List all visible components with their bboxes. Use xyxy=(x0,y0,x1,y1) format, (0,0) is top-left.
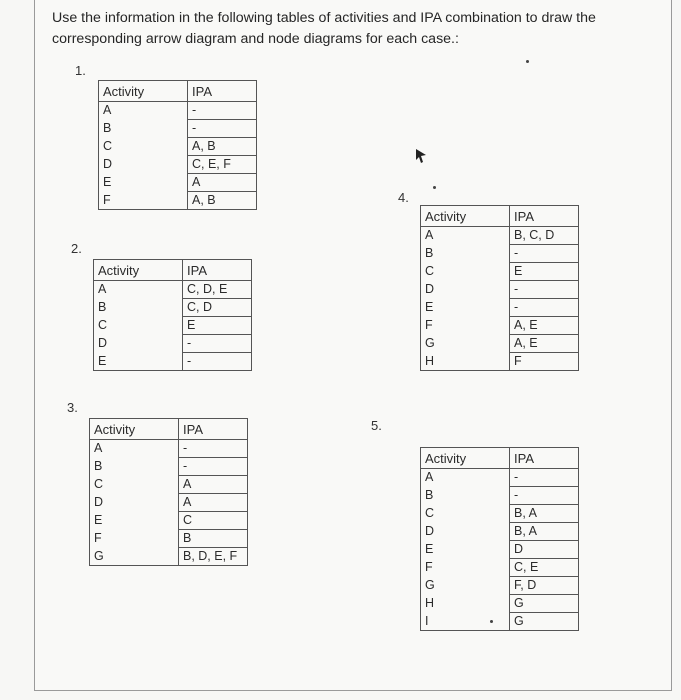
activity-cell: A xyxy=(99,102,188,120)
table-row xyxy=(421,245,579,263)
ipa-cell: - xyxy=(510,299,579,317)
table-row xyxy=(99,102,257,120)
stray-mark xyxy=(433,186,436,189)
case-1-table xyxy=(98,80,257,210)
activity-header: Activity xyxy=(90,419,179,440)
table-row xyxy=(421,353,579,371)
activity-header: Activity xyxy=(99,81,188,102)
table-row xyxy=(94,335,252,353)
activity-cell: D xyxy=(421,281,510,299)
activity-cell: G xyxy=(421,577,510,595)
ipa-header: IPA xyxy=(188,81,257,102)
stray-mark xyxy=(526,60,529,63)
activity-cell: A xyxy=(421,227,510,245)
table-row xyxy=(99,174,257,192)
activity-cell: D xyxy=(90,494,179,512)
ipa-cell: B, A xyxy=(510,505,579,523)
ipa-cell: - xyxy=(183,353,252,371)
activity-cell: C xyxy=(94,317,183,335)
case-5-table xyxy=(420,447,579,631)
activity-cell: F xyxy=(90,530,179,548)
table-row xyxy=(421,281,579,299)
activity-cell: D xyxy=(421,523,510,541)
table-row xyxy=(421,227,579,245)
table-row xyxy=(421,263,579,281)
activity-cell: E xyxy=(99,174,188,192)
ipa-cell: D xyxy=(510,541,579,559)
ipa-cell: C, E xyxy=(510,559,579,577)
table-row xyxy=(421,299,579,317)
ipa-cell: - xyxy=(179,440,248,458)
ipa-cell: G xyxy=(510,613,579,631)
activity-cell: E xyxy=(421,299,510,317)
ipa-cell: - xyxy=(510,469,579,487)
table-row xyxy=(421,577,579,595)
activity-cell: G xyxy=(421,335,510,353)
activity-header: Activity xyxy=(94,260,183,281)
table-row xyxy=(99,138,257,156)
ipa-cell: - xyxy=(510,245,579,263)
table-row xyxy=(94,299,252,317)
case-2-number: 2. xyxy=(71,241,82,256)
activity-cell: E xyxy=(421,541,510,559)
table-row xyxy=(90,512,248,530)
ipa-header: IPA xyxy=(510,448,579,469)
instructions-text: Use the information in the following tables of activities and IPA combination to draw the corresponding arrow diagram and node diagrams for each case.: xyxy=(52,10,596,47)
ipa-cell: B, D, E, F xyxy=(179,548,248,566)
table-row xyxy=(94,353,252,371)
activity-cell: F xyxy=(421,559,510,577)
activity-header: Activity xyxy=(421,206,510,227)
case-4-number: 4. xyxy=(398,190,409,205)
activity-cell: D xyxy=(94,335,183,353)
ipa-header: IPA xyxy=(179,419,248,440)
activity-cell: I xyxy=(421,613,510,631)
ipa-cell: - xyxy=(510,281,579,299)
table-row xyxy=(90,494,248,512)
case-2-table xyxy=(93,259,252,371)
ipa-cell: - xyxy=(188,120,257,138)
ipa-cell: B, A xyxy=(510,523,579,541)
activity-cell: C xyxy=(99,138,188,156)
table-row xyxy=(90,476,248,494)
table-row xyxy=(421,317,579,335)
table-row xyxy=(90,440,248,458)
stray-mark xyxy=(490,620,493,623)
ipa-cell: A, E xyxy=(510,335,579,353)
table-row xyxy=(421,505,579,523)
ipa-cell: - xyxy=(188,102,257,120)
table-header-row xyxy=(99,81,257,102)
table-row xyxy=(90,458,248,476)
ipa-cell: F xyxy=(510,353,579,371)
activity-cell: B xyxy=(421,245,510,263)
ipa-cell: E xyxy=(510,263,579,281)
activity-cell: B xyxy=(99,120,188,138)
activity-cell: H xyxy=(421,595,510,613)
ipa-cell: C, E, F xyxy=(188,156,257,174)
ipa-cell: A xyxy=(179,494,248,512)
table-header-row xyxy=(94,260,252,281)
ipa-header: IPA xyxy=(510,206,579,227)
ipa-cell: B xyxy=(179,530,248,548)
activity-cell: A xyxy=(94,281,183,299)
table-row xyxy=(421,541,579,559)
table-row xyxy=(421,559,579,577)
table-row xyxy=(99,156,257,174)
ipa-cell: C xyxy=(179,512,248,530)
activity-cell: C xyxy=(421,263,510,281)
table-header-row xyxy=(421,448,579,469)
case-3-number: 3. xyxy=(67,400,78,415)
table-row xyxy=(99,120,257,138)
activity-cell: E xyxy=(94,353,183,371)
ipa-cell: A, E xyxy=(510,317,579,335)
ipa-cell: F, D xyxy=(510,577,579,595)
table-row xyxy=(90,530,248,548)
activity-cell: F xyxy=(99,192,188,210)
ipa-cell: - xyxy=(183,335,252,353)
activity-cell: F xyxy=(421,317,510,335)
table-row xyxy=(421,613,579,631)
activity-header: Activity xyxy=(421,448,510,469)
ipa-header: IPA xyxy=(183,260,252,281)
case-1-number: 1. xyxy=(75,63,86,78)
ipa-cell: G xyxy=(510,595,579,613)
table-row xyxy=(421,335,579,353)
activity-cell: A xyxy=(421,469,510,487)
activity-cell: B xyxy=(90,458,179,476)
case-4-table xyxy=(420,205,579,371)
table-header-row xyxy=(421,206,579,227)
ipa-cell: C, D, E xyxy=(183,281,252,299)
activity-cell: A xyxy=(90,440,179,458)
ipa-cell: A xyxy=(188,174,257,192)
activity-cell: B xyxy=(94,299,183,317)
activity-cell: C xyxy=(90,476,179,494)
ipa-cell: B, C, D xyxy=(510,227,579,245)
table-row xyxy=(94,281,252,299)
ipa-cell: - xyxy=(510,487,579,505)
table-row xyxy=(421,487,579,505)
mouse-pointer-icon xyxy=(414,148,428,166)
table-row xyxy=(421,523,579,541)
activity-cell: B xyxy=(421,487,510,505)
table-row xyxy=(90,548,248,566)
table-header-row xyxy=(90,419,248,440)
table-row xyxy=(421,469,579,487)
ipa-cell: A xyxy=(179,476,248,494)
ipa-cell: A, B xyxy=(188,192,257,210)
ipa-cell: - xyxy=(179,458,248,476)
activity-cell: H xyxy=(421,353,510,371)
table-row xyxy=(421,595,579,613)
case-5-number: 5. xyxy=(371,418,382,433)
activity-cell: D xyxy=(99,156,188,174)
activity-cell: E xyxy=(90,512,179,530)
ipa-cell: E xyxy=(183,317,252,335)
ipa-cell: A, B xyxy=(188,138,257,156)
activity-cell: G xyxy=(90,548,179,566)
activity-cell: C xyxy=(421,505,510,523)
table-row xyxy=(99,192,257,210)
table-row xyxy=(94,317,252,335)
ipa-cell: C, D xyxy=(183,299,252,317)
case-3-table xyxy=(89,418,248,566)
